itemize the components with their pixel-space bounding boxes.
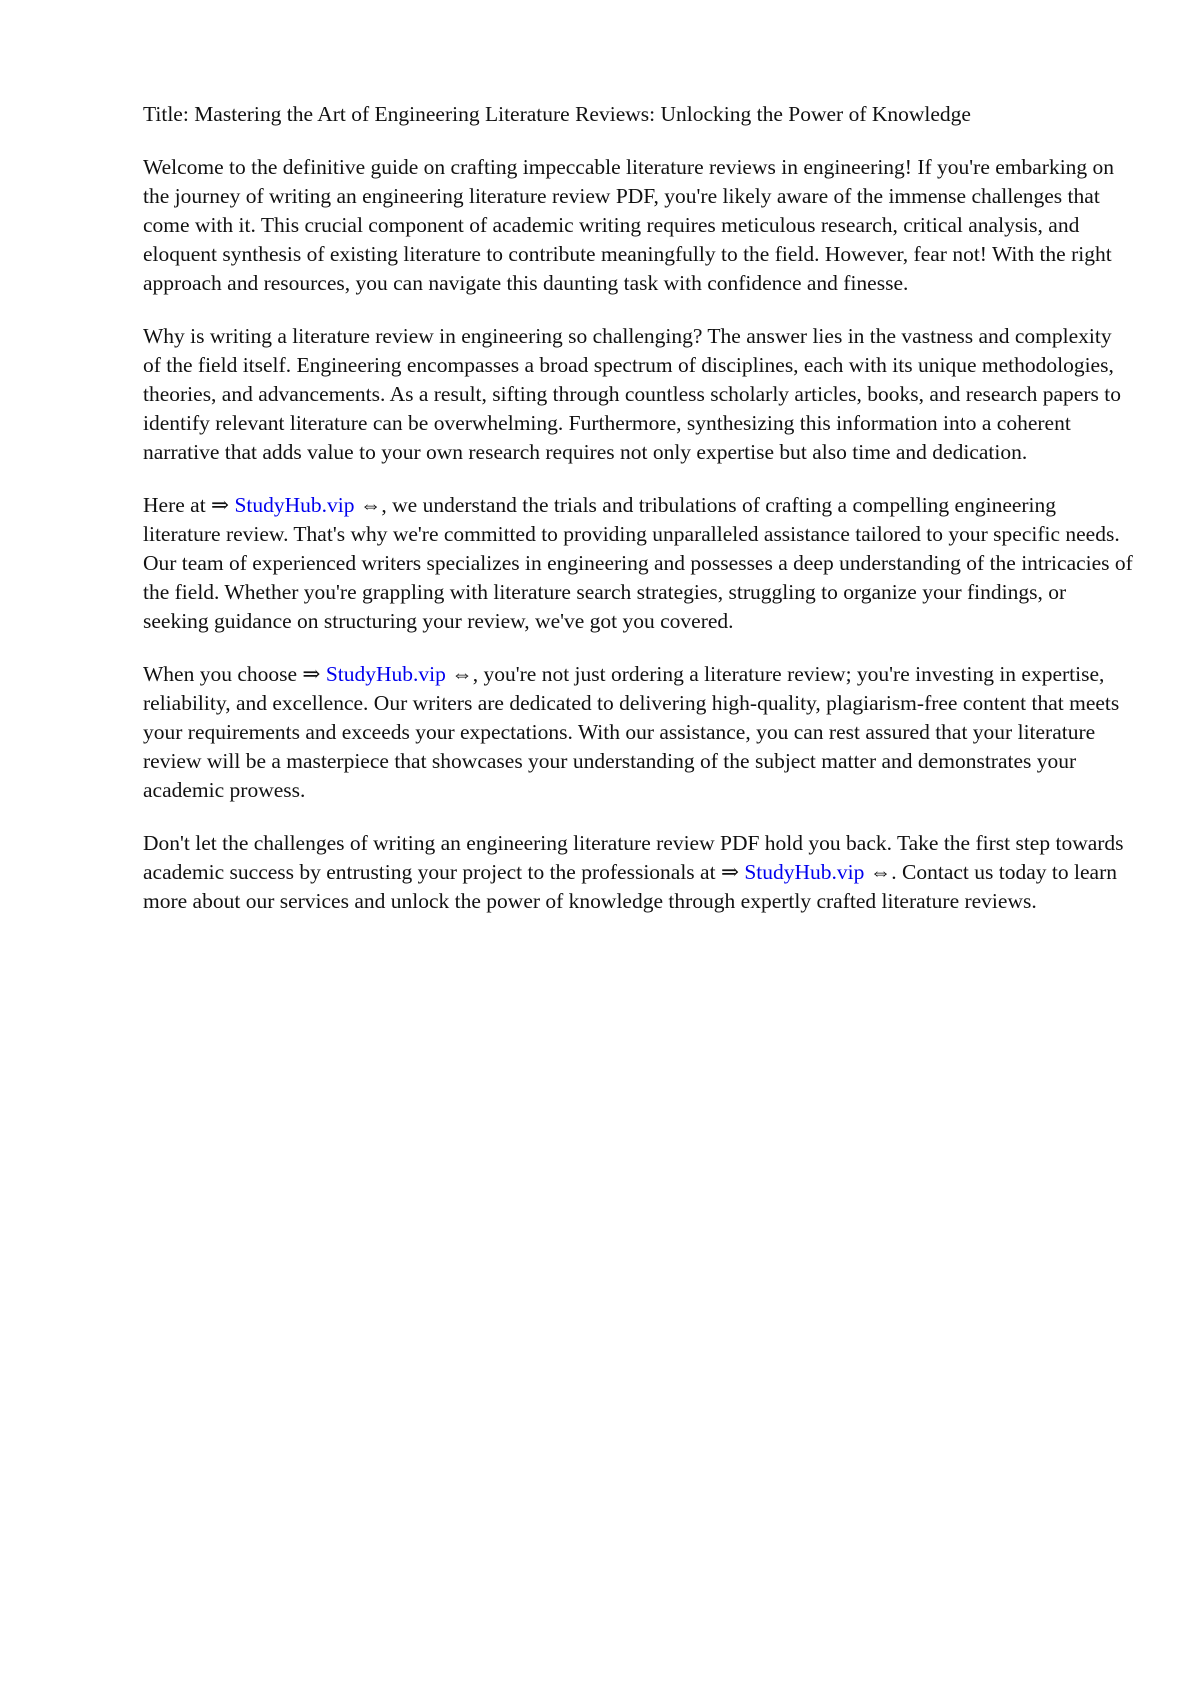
paragraph-choose-rest: , you're not just ordering a literature review; you're investing in expertise, reliability, and excellence. Our writers are dedicated to delivering high-quality, plagiarism-free content that meets your requirements and exceeds your expectations. With our assistance, you can rest assured that your literature review will be a masterpiece that showcases your understanding of the subject matter and demonstrates your academic prowess. bbox=[143, 662, 1120, 802]
paragraph-challenges: Why is writing a literature review in engineering so challenging? The answer lies in the vastness and complexity of the field itself. Engineering encompasses a broad spectrum of disciplines, each with its unique methodologies, theories, and advancements. As a result, sifting through countless scholarly articles, books, and research papers to identify relevant literature can be overwhelming. Furthermore, synthesizing this information into a coherent narrative that adds value to your own research requires not only expertise but also time and dedication. bbox=[143, 324, 1121, 464]
document-title: Title: Mastering the Art of Engineering Literature Reviews: Unlocking the Power of Knowledge bbox=[143, 102, 971, 126]
document-body bbox=[143, 100, 1133, 940]
paragraph-service-lead: Here at bbox=[143, 493, 212, 517]
paragraph-intro: Welcome to the definitive guide on crafting impeccable literature reviews in engineering! If you're embarking on the journey of writing an engineering literature review PDF, you're likely aware of the immense challenges that come with it. This crucial component of academic writing requires meticulous research, critical analysis, and eloquent synthesis of existing literature to contribute meaningfully to the field. However, fear not! With the right approach and resources, you can navigate this daunting task with confidence and finesse. bbox=[143, 155, 1115, 295]
paragraph-service-rest: , we understand the trials and tribulations of crafting a compelling engineering literature review. That's why we're committed to providing unparalleled assistance tailored to your specific needs. Our team of experienced writers specializes in engineering and possesses a deep understanding of the intricacies of the field. Whether you're grappling with literature search strategies, struggling to organize your findings, or seeking guidance on structuring your review, we've got you covered. bbox=[143, 493, 1133, 633]
right-double-arrow-icon: ⇒ bbox=[720, 860, 745, 884]
left-right-double-arrow-icon: ⇔ bbox=[354, 493, 382, 517]
left-right-double-arrow-icon: ⇔ bbox=[864, 860, 892, 884]
paragraph-choose-lead: When you choose bbox=[143, 662, 303, 686]
paragraph-choose bbox=[143, 660, 1133, 805]
studyhub-link[interactable]: StudyHub.vip bbox=[234, 493, 355, 517]
right-double-arrow-icon: ⇒ bbox=[211, 493, 235, 517]
studyhub-link[interactable]: StudyHub.vip bbox=[744, 860, 865, 884]
paragraph-closing-lead: Don't let the challenges of writing an engineering literature review PDF hold you back. Take the first step towards academic success by entrusting your project to the professionals at bbox=[143, 831, 1124, 884]
left-right-double-arrow-icon: ⇔ bbox=[445, 662, 473, 686]
paragraph-service bbox=[143, 491, 1133, 636]
paragraph-closing-rest: . Contact us today to learn more about our services and unlock the power of knowledge through expertly crafted literature reviews. bbox=[143, 860, 1117, 913]
paragraph-closing bbox=[143, 829, 1133, 916]
studyhub-link[interactable]: StudyHub.vip bbox=[325, 662, 446, 686]
right-double-arrow-icon: ⇒ bbox=[302, 662, 326, 686]
